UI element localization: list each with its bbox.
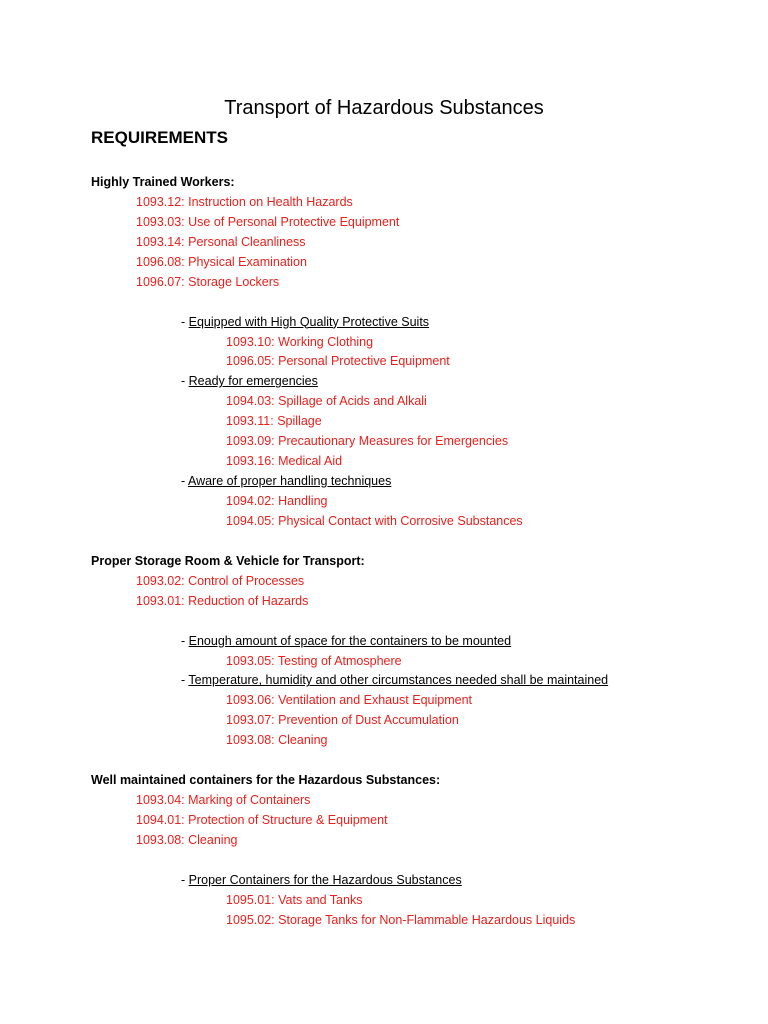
section-label: Highly Trained Workers: (91, 175, 235, 189)
sub-prefix: - (181, 872, 189, 887)
sub-requirement-text: Equipped with High Quality Protective Suits (188, 314, 430, 329)
document-body (91, 173, 748, 931)
spacer (91, 751, 748, 771)
sub-prefix: - (181, 314, 189, 329)
sub-requirement-text: Enough amount of space for the containers to be mounted (188, 633, 512, 648)
section-label: Proper Storage Room & Vehicle for Transport: (91, 553, 365, 568)
sub-requirement (91, 632, 748, 652)
section-highly-trained-workers (91, 173, 748, 552)
section-storage-and-vehicle (91, 552, 748, 771)
reference-item: 1093.01: Reduction of Hazards (136, 593, 309, 608)
document-title: Transport of Hazardous Substances (224, 97, 544, 119)
sub-reference-item: 1095.02: Storage Tanks for Non-Flammable Hazardous Liquids (226, 912, 576, 927)
sub-reference-item: 1094.02: Handling (226, 494, 328, 508)
spacer (91, 532, 748, 552)
spacer (91, 851, 748, 871)
sub-reference-item: 1093.09: Precautionary Measures for Emergencies (226, 434, 509, 449)
sub-requirement (91, 372, 748, 392)
sub-prefix: - (181, 633, 189, 648)
sub-requirement-text: Temperature, humidity and other circumstances needed shall be maintained (188, 673, 609, 688)
sub-reference-item: 1094.05: Physical Contact with Corrosive Substances (226, 513, 523, 528)
sub-reference-item: 1094.03: Spillage of Acids and Alkali (226, 394, 427, 409)
sub-reference-item: 1093.07: Prevention of Dust Accumulation (226, 713, 459, 728)
sub-reference-item: 1095.01: Vats and Tanks (226, 892, 363, 907)
reference-item: 1096.07: Storage Lockers (136, 274, 280, 289)
sub-reference-item: 1093.06: Ventilation and Exhaust Equipment (226, 693, 473, 708)
sub-requirement (91, 871, 748, 891)
spacer (91, 612, 748, 632)
section-containers (91, 771, 748, 931)
reference-item: 1093.14: Personal Cleanliness (136, 234, 306, 249)
sub-requirement (91, 313, 748, 333)
sub-prefix: - (181, 374, 189, 389)
sub-requirement (91, 671, 748, 691)
sub-requirement-text: Aware of proper handling techniques (187, 474, 392, 489)
sub-reference-item: 1093.10: Working Clothing (226, 334, 374, 349)
section-label: Well maintained containers for the Hazardous Substances: (91, 773, 441, 788)
sub-requirement-text: Proper Containers for the Hazardous Substances (188, 872, 462, 887)
requirements-heading: REQUIREMENTS (91, 128, 228, 147)
reference-item: 1096.08: Physical Examination (136, 254, 307, 269)
sub-prefix: - (181, 673, 189, 688)
reference-item: 1093.12: Instruction on Health Hazards (136, 194, 353, 209)
sub-reference-item: 1093.11: Spillage (226, 414, 322, 429)
sub-reference-item: 1096.05: Personal Protective Equipment (226, 354, 450, 369)
reference-item: 1093.02: Control of Processes (136, 573, 305, 588)
reference-item: 1093.03: Use of Personal Protective Equipment (136, 214, 400, 229)
reference-item: 1093.08: Cleaning (136, 832, 238, 847)
reference-item: 1093.04: Marking of Containers (136, 793, 311, 808)
spacer (91, 293, 748, 313)
sub-requirement (91, 472, 748, 492)
sub-reference-item: 1093.08: Cleaning (226, 733, 328, 748)
sub-reference-item: 1093.16: Medical Aid (226, 454, 343, 469)
sub-requirement-text: Ready for emergencies (188, 374, 318, 389)
sub-prefix: - (181, 474, 188, 489)
sub-reference-item: 1093.05: Testing of Atmosphere (226, 653, 402, 668)
reference-item: 1094.01: Protection of Structure & Equipment (136, 813, 388, 827)
